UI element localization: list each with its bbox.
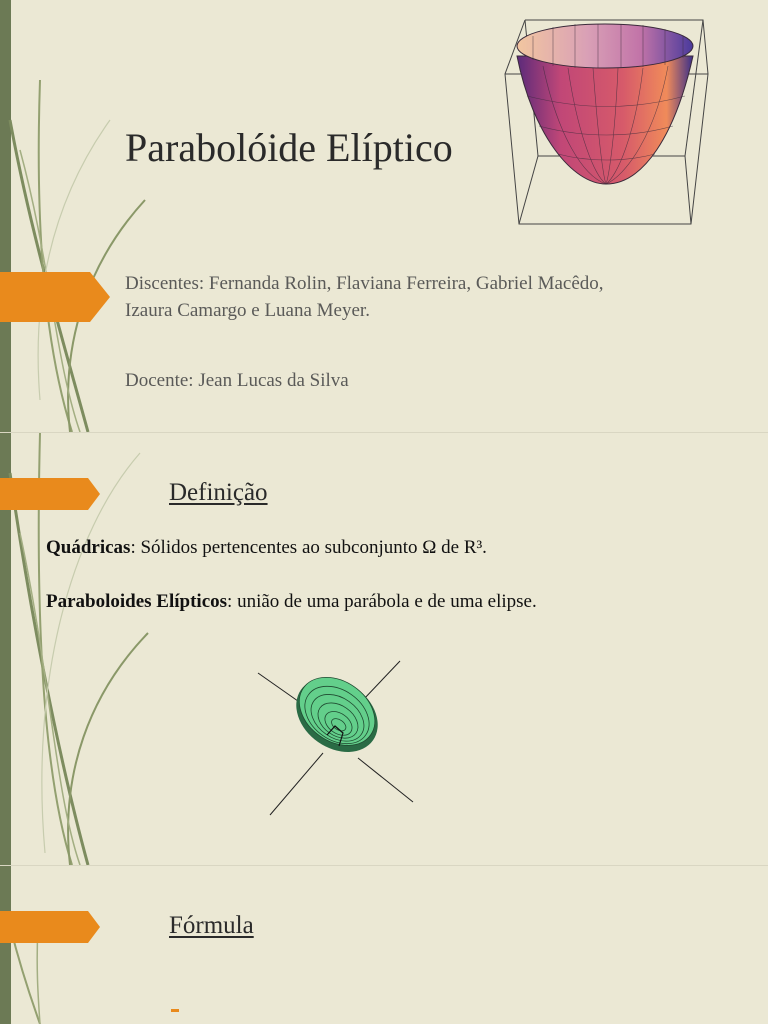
orange-tab <box>0 478 100 510</box>
decorative-grass-lines <box>0 866 160 1024</box>
discentes-line-1: Discentes: Fernanda Rolin, Flaviana Ferreira, Gabriel Macêdo, <box>125 273 604 294</box>
orange-bullet-mark <box>171 1009 179 1012</box>
slide-title: Parabolóide Elíptico <box>125 125 453 170</box>
paraboloides-term: Paraboloides Elípticos <box>46 591 228 612</box>
paraboloides-text: : união de uma parábola e de uma elipse. <box>227 591 537 612</box>
quadricas-paragraph <box>46 537 487 559</box>
quadricas-term: Quádricas <box>46 537 131 558</box>
elliptic-paraboloid-green-image <box>255 658 420 818</box>
orange-tab <box>0 911 100 943</box>
definition-heading: Definição <box>169 479 268 506</box>
paraboloid-3d-image <box>503 16 713 231</box>
formula-heading: Fórmula <box>169 912 254 939</box>
slide-formula <box>0 866 768 1024</box>
orange-tab <box>0 272 110 322</box>
quadricas-text: : Sólidos pertencentes ao subconjunto Ω de R³. <box>130 537 487 558</box>
paraboloides-paragraph <box>46 591 537 613</box>
slide-title <box>0 0 768 432</box>
docente-line: Docente: Jean Lucas da Silva <box>125 370 349 391</box>
slide-definition <box>0 433 768 865</box>
discentes-line-2: Izaura Camargo e Luana Meyer. <box>125 300 370 321</box>
